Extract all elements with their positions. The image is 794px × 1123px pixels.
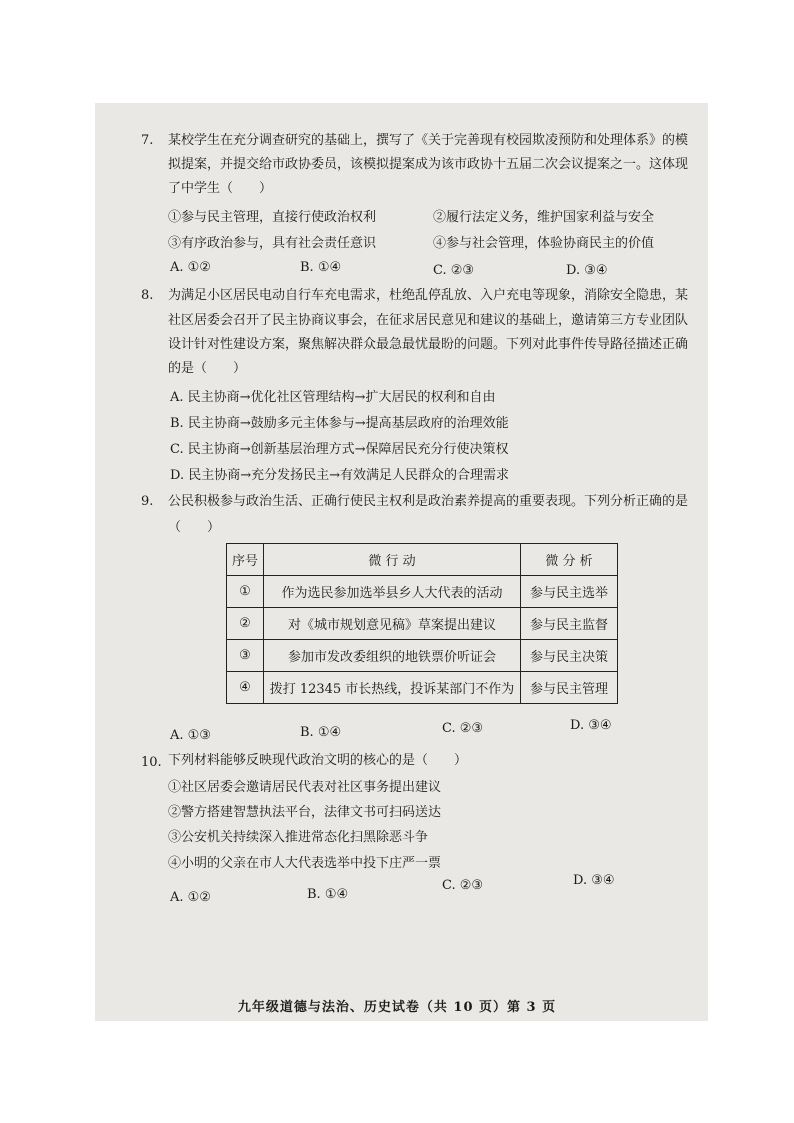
row-number: ③: [227, 640, 264, 672]
q7-number: 7.: [141, 133, 154, 148]
row-analysis: 参与民主选举: [521, 576, 618, 608]
row-analysis: 参与民主决策: [521, 640, 618, 672]
q7-item-2: ②履行法定义务，维护国家利益与安全: [433, 210, 655, 225]
header-number: 序号: [227, 544, 264, 576]
q10-item-2: ②警方搭建智慧执法平台，法律文书可扫码送达: [168, 805, 442, 820]
q7-line-2: 拟提案，并提交给市政协委员，该模拟提案成为该市政协十五届二次会议提案之一。这体现: [168, 157, 689, 172]
q9-option-b[interactable]: B. ①④: [300, 725, 342, 740]
table-row: [227, 576, 618, 608]
q7-line-3: 了中学生（ ）: [168, 181, 273, 196]
table-row: [227, 608, 618, 640]
q7-option-b[interactable]: B. ①④: [300, 260, 342, 275]
q10-number: 10.: [141, 755, 162, 770]
table-row: [227, 640, 618, 672]
q7-item-1: ①参与民主管理，直接行使政治权利: [168, 210, 377, 225]
q9-line-2: （ ）: [168, 520, 221, 535]
q9-option-c[interactable]: C. ②③: [442, 721, 484, 736]
q8-line-2: 社区居委会召开了民主协商议事会，在征求居民意见和建议的基础上，邀请第三方专业团队: [168, 313, 689, 328]
q8-line-1: 为满足小区居民电动自行车充电需求，杜绝乱停乱放、入户充电等现象，消除安全隐患，某: [168, 288, 689, 303]
q10-option-b[interactable]: B. ①④: [307, 887, 349, 902]
q8-line-4: 的是（ ）: [168, 361, 247, 376]
q10-option-d[interactable]: D. ③④: [573, 873, 615, 888]
q7-item-3: ③有序政治参与，具有社会责任意识: [168, 236, 377, 251]
q10-item-1: ①社区居委会邀请居民代表对社区事务提出建议: [168, 780, 442, 795]
q8-option-b[interactable]: B. 民主协商→鼓励多元主体参与→提高基层政府的治理效能: [170, 416, 509, 431]
q10-option-a[interactable]: A. ①②: [170, 890, 211, 905]
q8-option-a[interactable]: A. 民主协商→优化社区管理结构→扩大居民的权利和自由: [170, 390, 496, 405]
table-header-row: [227, 544, 618, 576]
row-action: 对《城市规划意见稿》草案提出建议: [264, 608, 521, 640]
q7-option-a[interactable]: A. ①②: [170, 260, 211, 275]
q9-number: 9.: [141, 494, 154, 509]
table-row: [227, 672, 618, 704]
q7-line-1: 某校学生在充分调查研究的基础上，撰写了《关于完善现有校园欺凌预防和处理体系》的模: [168, 133, 689, 148]
q7-option-d[interactable]: D. ③④: [566, 263, 608, 278]
q8-number: 8.: [141, 288, 154, 303]
row-number: ①: [227, 576, 264, 608]
q7-item-4: ④参与社会管理，体验协商民主的价值: [433, 236, 655, 251]
row-analysis: 参与民主管理: [521, 672, 618, 704]
row-analysis: 参与民主监督: [521, 608, 618, 640]
q9-line-1: 公民积极参与政治生活、正确行使民主权利是政治素养提高的重要表现。下列分析正确的是: [168, 494, 689, 509]
row-number: ④: [227, 672, 264, 704]
q8-option-c[interactable]: C. 民主协商→创新基层治理方式→保障居民充分行使决策权: [170, 442, 509, 457]
page-footer: 九年级道德与法治、历史试卷（共 10 页）第 3 页: [237, 1000, 557, 1015]
q9-option-a[interactable]: A. ①③: [170, 728, 211, 743]
q10-item-4: ④小明的父亲在市人大代表选举中投下庄严一票: [168, 856, 442, 871]
q10-option-c[interactable]: C. ②③: [442, 878, 484, 893]
q9-table: [226, 543, 618, 704]
header-action: 微 行 动: [264, 544, 521, 576]
q8-option-d[interactable]: D. 民主协商→充分发扬民主→有效满足人民群众的合理需求: [170, 468, 510, 483]
row-action: 作为选民参加选举县乡人大代表的活动: [264, 576, 521, 608]
q8-line-3: 设计针对性建设方案，聚焦解决群众最急最忧最盼的问题。下列对此事件传导路径描述正确: [168, 337, 689, 352]
row-action: 参加市发改委组织的地铁票价听证会: [264, 640, 521, 672]
row-number: ②: [227, 608, 264, 640]
q9-option-d[interactable]: D. ③④: [570, 718, 612, 733]
q10-line-1: 下列材料能够反映现代政治文明的核心的是（ ）: [168, 753, 468, 768]
q7-option-c[interactable]: C. ②③: [433, 263, 475, 278]
row-action: 拨打 12345 市长热线，投诉某部门不作为: [264, 672, 521, 704]
header-analysis: 微 分 析: [521, 544, 618, 576]
q10-item-3: ③公安机关持续深入推进常态化扫黑除恶斗争: [168, 830, 429, 845]
